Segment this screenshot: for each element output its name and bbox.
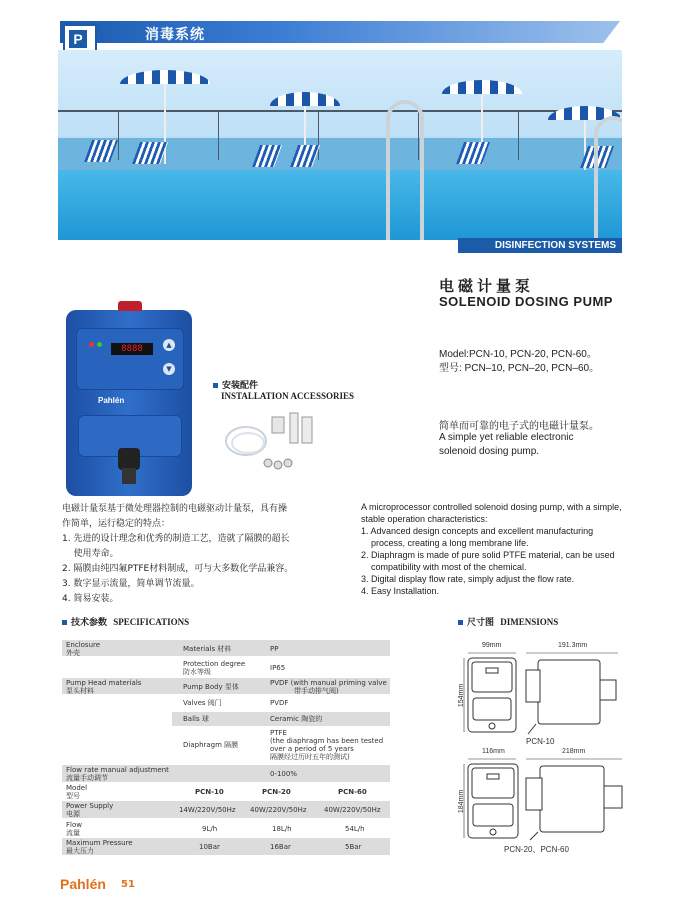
spec-value: IP65	[270, 664, 286, 672]
spec-sublabel: Balls 球	[183, 715, 209, 723]
desc-en-line: 4. Easy Installation.	[361, 586, 440, 596]
table-row	[62, 820, 390, 837]
spec-value: 带手动排气阀)	[294, 687, 339, 695]
product-title-en: SOLENOID DOSING PUMP	[439, 294, 613, 309]
spec-value: PVDF (with manual priming valve	[270, 679, 387, 687]
table-row	[62, 838, 390, 855]
header	[0, 12, 700, 50]
table-row	[172, 712, 390, 726]
desc-en-line: A microprocessor controlled solenoid dosing pump, with a simple,	[361, 502, 622, 512]
spec-label: Maximum Pressure	[66, 839, 133, 847]
table-row	[62, 783, 390, 800]
accessories-heading-cn	[213, 378, 258, 391]
spec-label-cn: 型号	[66, 792, 80, 800]
umbrella	[120, 70, 210, 84]
intro-en-line2: solenoid dosing pump.	[439, 446, 540, 457]
spec-heading	[62, 615, 189, 628]
pool-ladder	[594, 116, 622, 240]
spec-value: 10Bar	[199, 843, 220, 851]
dim-model-label: PCN-10	[526, 737, 555, 746]
desc-cn-line: 4. 简易安装。	[62, 594, 119, 604]
intro-cn: 简单而可靠的电子式的电磁计量泵。	[439, 421, 599, 432]
desc-en-line: compatibility with most of the chemical.	[361, 562, 527, 572]
desc-cn-line: 1. 先进的设计理念和优秀的制造工艺，造就了隔膜的超长	[62, 534, 290, 544]
desc-en-line: stable operation characteristics:	[361, 514, 488, 524]
spec-label-cn: 外壳	[66, 649, 80, 657]
dim-width: 99mm	[482, 642, 502, 649]
spec-label-cn: 流量	[66, 829, 80, 837]
dim-depth: 191.3mm	[558, 642, 588, 649]
railing-post	[118, 110, 119, 160]
spec-label-cn: 泵头材料	[66, 687, 94, 695]
up-button-icon: ▲	[163, 339, 175, 351]
pump-head	[118, 448, 140, 470]
desc-cn-line: 作简单，运行稳定的特点：	[62, 519, 171, 529]
spec-value: 40W/220V/50Hz	[324, 806, 381, 814]
desc-cn-line: 3. 数字显示流量，简单调节流量。	[62, 579, 200, 589]
desc-cn-line: 电磁计量泵基于微处理器控制的电磁驱动计量泵，具有操	[62, 504, 288, 514]
section-title: 消毒系统	[145, 27, 205, 43]
dim-depth: 218mm	[562, 748, 586, 755]
spec-label: Flow	[66, 821, 82, 829]
dim-height: 184mm	[458, 789, 466, 814]
status-led	[89, 342, 94, 347]
spec-value: PVDF	[270, 699, 289, 707]
spec-label: Flow rate manual adjustment	[66, 766, 169, 774]
table-row	[62, 765, 390, 782]
front-side-view-b	[458, 756, 638, 842]
logo-mark: P	[69, 30, 87, 48]
header-bar	[60, 21, 620, 43]
table-row	[62, 678, 390, 694]
desc-en-line: 1. Advanced design concepts and excellent manufacturing	[361, 526, 594, 536]
spec-value: 54L/h	[345, 825, 365, 833]
spec-value: Ceramic 陶瓷的	[270, 715, 323, 723]
table-row	[62, 801, 390, 818]
spec-label-cn: 流量手动调节	[66, 774, 108, 782]
intro-en-line1: A simple yet reliable electronic	[439, 432, 574, 443]
product-title-cn: 电磁计量泵	[439, 277, 535, 295]
spec-value: 0-100%	[270, 770, 297, 778]
model-header: PCN-10	[195, 788, 224, 796]
spec-value: PP	[270, 645, 279, 653]
pump-connector	[122, 468, 136, 484]
spec-label-cn: 最大压力	[66, 847, 94, 855]
table-row	[172, 696, 390, 710]
dims-heading-en: DIMENSIONS	[500, 617, 559, 627]
desc-cn-line: 使用寿命。	[62, 549, 119, 559]
spec-label: Enclosure	[66, 641, 101, 649]
registered-mark: ®	[96, 24, 102, 31]
pump-photo	[66, 310, 192, 496]
bullet-icon	[213, 383, 218, 388]
railing	[58, 110, 622, 112]
bullet-icon	[62, 620, 67, 625]
desc-en-line: 2. Diaphragm is made of pure solid PTFE material, can be used	[361, 550, 615, 560]
device-brand: Pahlén	[98, 396, 125, 405]
front-side-view-a	[458, 650, 638, 740]
accessories-heading-cn-text: 安装配件	[222, 381, 259, 391]
spec-sublabel: Diaphragm 隔膜	[183, 741, 239, 749]
status-led	[97, 342, 102, 347]
pool-ladder	[386, 100, 424, 240]
spec-value: (the diaphragm has been tested	[270, 737, 384, 745]
railing-post	[518, 110, 519, 160]
spec-value: 隔膜经过历时五年的测试)	[270, 753, 350, 761]
umbrella	[270, 92, 340, 106]
desc-en	[361, 501, 641, 597]
table-row	[172, 640, 390, 656]
table-row	[172, 728, 390, 762]
model-header: PCN-20	[262, 788, 291, 796]
spec-heading-en: SPECIFICATIONS	[113, 617, 190, 627]
model-header: PCN-60	[338, 788, 367, 796]
spec-value: 16Bar	[270, 843, 291, 851]
desc-en-line: process, creating a long membrane life.	[361, 538, 529, 548]
control-panel	[76, 328, 184, 390]
footer-brand: Pahlén	[60, 876, 106, 892]
spec-sublabel-cn: 防水等级	[183, 668, 211, 676]
railing-post	[218, 110, 219, 160]
spec-value: 9L/h	[202, 825, 218, 833]
spec-value: 5Bar	[345, 843, 362, 851]
table-row	[172, 658, 390, 676]
dimension-drawings	[458, 640, 638, 860]
down-button-icon: ▼	[163, 363, 175, 375]
spec-value: over a period of 5 years	[270, 745, 354, 753]
spec-label: Power Supply	[66, 802, 114, 810]
page-number: 51	[121, 879, 135, 890]
dims-heading-cn: 尺寸图	[467, 618, 495, 628]
spec-sublabel: Materials 材料	[183, 645, 232, 653]
desc-en-line: 3. Digital display flow rate, simply adjust the flow rate.	[361, 574, 575, 584]
desc-cn	[62, 502, 357, 607]
spec-value: 14W/220V/50Hz	[179, 806, 236, 814]
model-cn: 型号: PCN–10, PCN–20, PCN–60。	[439, 363, 600, 374]
accessories-photo	[218, 403, 320, 479]
spec-value: 18L/h	[272, 825, 292, 833]
bullet-icon	[458, 620, 463, 625]
hero-photo	[58, 50, 622, 240]
spec-label: Model	[66, 784, 88, 792]
dim-width: 116mm	[482, 748, 505, 755]
railing-post	[318, 110, 319, 160]
spec-sublabel: Pump Body 泵体	[183, 683, 239, 691]
priming-cap	[118, 301, 142, 311]
spec-heading-cn: 技术参数	[71, 618, 108, 628]
dims-heading	[458, 615, 558, 628]
spec-label: Pump Head materials	[66, 679, 142, 687]
desc-cn-line: 2. 隔膜由纯四氟PTFE材料制成，可与大多数化学品兼容。	[62, 564, 294, 574]
hero-caption: DISINFECTION SYSTEMS	[458, 238, 622, 253]
model-en: Model:PCN-10, PCN-20, PCN-60。	[439, 349, 597, 360]
spec-value: PTFE	[270, 729, 287, 737]
spec-sublabel: Valves 阀门	[183, 699, 222, 707]
spec-label-cn: 电源	[66, 810, 80, 818]
accessories-heading-en: INSTALLATION ACCESSORIES	[221, 391, 354, 401]
dim-model-label: PCN-20、PCN-60	[504, 845, 569, 854]
umbrella	[442, 80, 522, 94]
pool-water	[58, 170, 622, 240]
spec-value: 40W/220V/50Hz	[250, 806, 307, 814]
dim-height: 154mm	[458, 683, 466, 708]
spec-sublabel: Protection degree	[183, 660, 246, 668]
digital-display: 8888	[111, 343, 153, 355]
